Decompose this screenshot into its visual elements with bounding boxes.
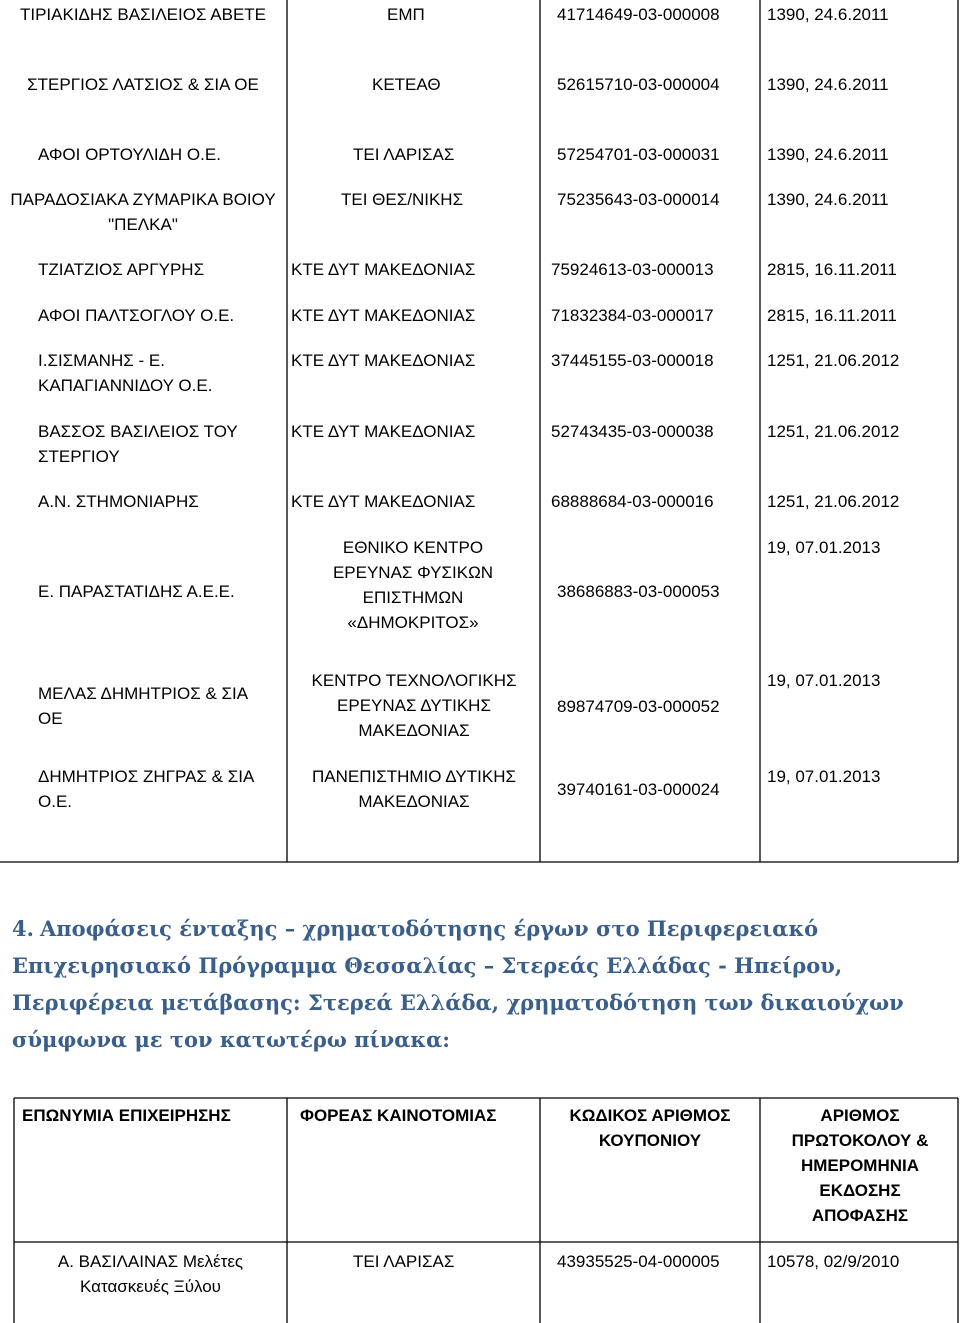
coupon-code-cell: 52615710-03-000004 bbox=[557, 75, 720, 94]
decision-cell: 1251, 21.06.2012 bbox=[767, 422, 900, 441]
innovation-body-cell: ΚΕΝΤΡΟ ΤΕΧΝΟΛΟΓΙΚΗΣ ΕΡΕΥΝΑΣ ΔΥΤΙΚΗΣ ΜΑΚΕΔΟΝΙΑΣ bbox=[311, 671, 517, 740]
decision-cell: 19, 07.01.2013 bbox=[767, 671, 881, 690]
innovation-body-cell: ΤΕΙ ΛΑΡΙΣΑΣ bbox=[353, 145, 455, 164]
innovation-body-cell: ΚΕΤΕΑΘ bbox=[372, 75, 441, 94]
decision-cell: 1251, 21.06.2012 bbox=[767, 492, 900, 511]
decision-cell: 1390, 24.6.2011 bbox=[767, 75, 889, 94]
innovation-body-cell: ΚΤΕ ΔΥΤ ΜΑΚΕΔΟΝΙΑΣ bbox=[291, 306, 476, 325]
section-title: Αποφάσεις ένταξης – χρηματοδότησης έργων στο Περιφερειακό Επιχειρησιακό Πρόγραμμα Θεσσαλίας – Στερεάς Ελλάδας - Ηπείρου, Περιφέρεια μετάβασης: Στερεά Ελλάδα, χρηματοδότηση των δικαιούχων σύμφωνα με τον κατωτέρω πίνακα: bbox=[12, 916, 904, 1052]
innovation-body-cell: ΚΤΕ ΔΥΤ ΜΑΚΕΔΟΝΙΑΣ bbox=[291, 260, 476, 279]
innovation-body-cell: ΕΘΝΙΚΟ ΚΕΝΤΡΟ ΕΡΕΥΝΑΣ ΦΥΣΙΚΩΝ ΕΠΙΣΤΗΜΩΝ «ΔΗΜΟΚΡΙΤΟΣ» bbox=[332, 538, 494, 632]
coupon-code-cell: 41714649-03-000008 bbox=[557, 5, 720, 24]
decision-cell: 19, 07.01.2013 bbox=[767, 767, 881, 786]
section-number: 4. bbox=[12, 916, 34, 941]
decision-cell: 19, 07.01.2013 bbox=[767, 538, 881, 557]
decision-cell: 1251, 21.06.2012 bbox=[767, 351, 900, 370]
innovation-body-cell: ΠΑΝΕΠΙΣΤΗΜΙΟ ΔΥΤΙΚΗΣ ΜΑΚΕΔΟΝΙΑΣ bbox=[312, 767, 516, 811]
decision-cell: 1390, 24.6.2011 bbox=[767, 190, 889, 209]
innovation-body-cell: ΕΜΠ bbox=[387, 5, 425, 24]
coupon-code-cell: 71832384-03-000017 bbox=[551, 306, 714, 325]
company-cell: ΣΤΕΡΓΙΟΣ ΛΑΤΣΙΟΣ & ΣΙΑ ΟΕ bbox=[27, 75, 259, 94]
coupon-code-cell: 57254701-03-000031 bbox=[557, 145, 720, 164]
decision-cell: 2815, 16.11.2011 bbox=[767, 306, 897, 325]
company-cell: ΑΦΟΙ ΠΑΛΤΣΟΓΛΟΥ Ο.Ε. bbox=[38, 306, 235, 325]
company-cell: Ι.ΣΙΣΜΑΝΗΣ - Ε. ΚΑΠΑΓΙΑΝΝΙΔΟΥ Ο.Ε. bbox=[38, 351, 213, 395]
company-cell: ΠΑΡΑΔΟΣΙΑΚΑ ΖΥΜΑΡΙΚΑ ΒΟΙΟΥ "ΠΕΛΚΑ" bbox=[10, 190, 276, 234]
company-cell: ΤΖΙΑΤΖΙΟΣ ΑΡΓΥΡΗΣ bbox=[38, 260, 205, 279]
header-innovation-body: ΦΟΡΕΑΣ ΚΑΙΝΟΤΟΜΙΑΣ bbox=[300, 1106, 497, 1125]
coupon-code-cell: 38686883-03-000053 bbox=[557, 582, 720, 601]
company-cell: ΑΦΟΙ ΟΡΤΟΥΛΙΔΗ Ο.Ε. bbox=[38, 145, 221, 164]
header-coupon-code: ΚΩΔΙΚΟΣ ΑΡΙΘΜΟΣ ΚΟΥΠΟΝΙΟΥ bbox=[569, 1106, 731, 1150]
decision-cell: 2815, 16.11.2011 bbox=[767, 260, 897, 279]
innovation-body-cell: ΚΤΕ ΔΥΤ ΜΑΚΕΔΟΝΙΑΣ bbox=[291, 351, 476, 370]
decision-cell: 1390, 24.6.2011 bbox=[767, 5, 889, 24]
coupon-code-cell: 43935525-04-000005 bbox=[557, 1252, 720, 1271]
decision-cell: 1390, 24.6.2011 bbox=[767, 145, 889, 164]
innovation-body-cell: ΤΕΙ ΛΑΡΙΣΑΣ bbox=[353, 1252, 455, 1271]
company-cell: Α. ΒΑΣΙΛΑΙΝΑΣ Μελέτες Κατασκευές Ξύλου bbox=[57, 1252, 244, 1296]
company-cell: ΒΑΣΣΟΣ ΒΑΣΙΛΕΙΟΣ ΤΟΥ ΣΤΕΡΓΙΟΥ bbox=[38, 422, 238, 466]
header-company: ΕΠΩΝΥΜΙΑ ΕΠΙΧΕΙΡΗΣΗΣ bbox=[22, 1106, 231, 1125]
header-decision: ΑΡΙΘΜΟΣ ΠΡΩΤΟΚΟΛΟΥ & ΗΜΕΡΟΜΗΝΙΑ ΕΚΔΟΣΗΣ ΑΠΟΦΑΣΗΣ bbox=[791, 1106, 929, 1225]
company-cell: ΜΕΛΑΣ ΔΗΜΗΤΡΙΟΣ & ΣΙΑ ΟΕ bbox=[38, 684, 248, 728]
company-cell: Α.Ν. ΣΤΗΜΟΝΙΑΡΗΣ bbox=[38, 492, 199, 511]
coupon-code-cell: 75924613-03-000013 bbox=[551, 260, 714, 279]
company-cell: Ε. ΠΑΡΑΣΤΑΤΙΔΗΣ Α.Ε.Ε. bbox=[38, 582, 235, 601]
coupon-code-cell: 89874709-03-000052 bbox=[557, 697, 720, 716]
innovation-body-cell: ΚΤΕ ΔΥΤ ΜΑΚΕΔΟΝΙΑΣ bbox=[291, 492, 476, 511]
coupon-code-cell: 37445155-03-000018 bbox=[551, 351, 714, 370]
company-cell: ΤΙΡΙΑΚΙΔΗΣ ΒΑΣΙΛΕΙΟΣ ΑΒΕΤΕ bbox=[19, 5, 267, 24]
coupon-code-cell: 52743435-03-000038 bbox=[551, 422, 714, 441]
innovation-body-cell: ΚΤΕ ΔΥΤ ΜΑΚΕΔΟΝΙΑΣ bbox=[291, 422, 476, 441]
coupon-code-cell: 39740161-03-000024 bbox=[557, 780, 720, 799]
innovation-body-cell: ΤΕΙ ΘΕΣ/ΝΙΚΗΣ bbox=[341, 190, 464, 209]
company-cell: ΔΗΜΗΤΡΙΟΣ ΖΗΓΡΑΣ & ΣΙΑ Ο.Ε. bbox=[38, 767, 254, 811]
coupon-code-cell: 75235643-03-000014 bbox=[557, 190, 720, 209]
section-heading bbox=[12, 910, 947, 1058]
decision-cell: 10578, 02/9/2010 bbox=[767, 1252, 900, 1271]
coupon-code-cell: 68888684-03-000016 bbox=[551, 492, 714, 511]
